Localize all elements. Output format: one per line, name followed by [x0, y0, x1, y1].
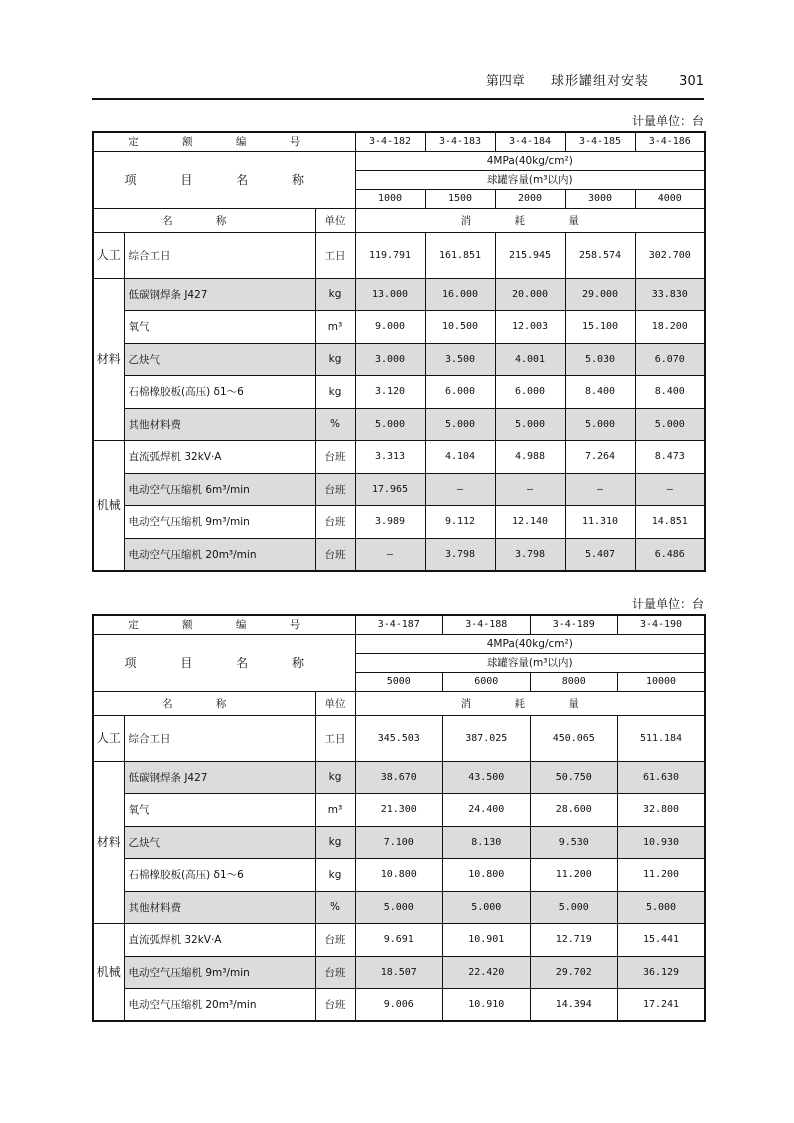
table-row	[93, 826, 705, 859]
consumption-header: 消 耗 量	[355, 691, 705, 715]
consumption-value: 15.100	[565, 311, 635, 344]
consumption-value: 14.851	[635, 506, 705, 539]
consumption-value: 32.800	[618, 794, 706, 827]
consumption-value: 3.000	[355, 343, 425, 376]
table-row	[93, 311, 705, 344]
consumption-value: 50.750	[530, 761, 618, 794]
consumption-value: 5.000	[355, 408, 425, 441]
consumption-value: —	[425, 473, 495, 506]
consumption-value: 4.001	[495, 343, 565, 376]
table-row	[93, 691, 705, 715]
consumption-value: 450.065	[530, 715, 618, 761]
pressure-spec: 4MPa(40kg/cm²)	[355, 634, 705, 653]
capacity-label: 球罐容量(m³以内)	[355, 170, 705, 189]
resource-unit: kg	[315, 826, 355, 859]
resource-unit: m³	[315, 311, 355, 344]
table-row	[93, 343, 705, 376]
table-row	[93, 232, 705, 278]
consumption-value: 11.200	[618, 859, 706, 892]
consumption-value: 7.100	[355, 826, 443, 859]
quota-no-label: 定 额 编 号	[93, 615, 355, 634]
capacity-value: 5000	[355, 672, 443, 691]
resource-unit: kg	[315, 761, 355, 794]
capacity-value: 4000	[635, 189, 705, 208]
consumption-value: 17.965	[355, 473, 425, 506]
consumption-value: 5.000	[443, 891, 531, 924]
consumption-value: 6.000	[495, 376, 565, 409]
resource-name: 直流弧焊机 32kV·A	[124, 924, 315, 957]
consumption-value: 258.574	[565, 232, 635, 278]
consumption-value: 302.700	[635, 232, 705, 278]
name-column-header: 名 称	[93, 691, 315, 715]
resource-unit: kg	[315, 376, 355, 409]
consumption-value: 10.930	[618, 826, 706, 859]
category-machine: 机械	[93, 441, 124, 571]
consumption-value: 4.104	[425, 441, 495, 474]
consumption-value: 215.945	[495, 232, 565, 278]
consumption-value: 3.313	[355, 441, 425, 474]
unit-column-header: 单位	[315, 691, 355, 715]
consumption-value: 6.070	[635, 343, 705, 376]
consumption-value: —	[565, 473, 635, 506]
item-name-label: 项 目 名 称	[93, 151, 355, 208]
table-row	[93, 634, 705, 653]
consumption-value: 36.129	[618, 956, 706, 989]
capacity-value: 10000	[618, 672, 706, 691]
table-row	[93, 859, 705, 892]
consumption-value: 10.500	[425, 311, 495, 344]
resource-name: 电动空气压缩机 20m³/min	[124, 989, 315, 1022]
resource-unit: 台班	[315, 924, 355, 957]
quota-table-2	[92, 614, 706, 1022]
consumption-value: 18.200	[635, 311, 705, 344]
table-row	[93, 473, 705, 506]
quota-code: 3-4-187	[355, 615, 443, 634]
table-row	[93, 715, 705, 761]
consumption-value: 17.241	[618, 989, 706, 1022]
consumption-value: 6.486	[635, 538, 705, 571]
resource-name: 氧气	[124, 311, 315, 344]
table-row	[93, 376, 705, 409]
capacity-value: 3000	[565, 189, 635, 208]
resource-unit: kg	[315, 343, 355, 376]
resource-name: 电动空气压缩机 20m³/min	[124, 538, 315, 571]
unit-note-2: 计量单位：台	[631, 597, 704, 611]
quota-code: 3-4-189	[530, 615, 618, 634]
category-labor: 人工	[93, 232, 124, 278]
capacity-value: 1000	[355, 189, 425, 208]
resource-unit: %	[315, 408, 355, 441]
consumption-value: 10.910	[443, 989, 531, 1022]
page-number: 301	[679, 74, 704, 89]
resource-unit: 台班	[315, 989, 355, 1022]
quota-no-label: 定 额 编 号	[93, 132, 355, 151]
resource-name: 综合工日	[124, 232, 315, 278]
capacity-value: 2000	[495, 189, 565, 208]
consumption-value: 24.400	[443, 794, 531, 827]
table-row	[93, 132, 705, 151]
capacity-label: 球罐容量(m³以内)	[355, 653, 705, 672]
resource-name: 石棉橡胶板(高压) δ1～6	[124, 859, 315, 892]
consumption-value: 61.630	[618, 761, 706, 794]
consumption-value: 29.702	[530, 956, 618, 989]
table-row	[93, 506, 705, 539]
table-row	[93, 924, 705, 957]
resource-unit: 工日	[315, 715, 355, 761]
resource-unit: 台班	[315, 441, 355, 474]
consumption-value: 5.000	[530, 891, 618, 924]
quota-code: 3-4-183	[425, 132, 495, 151]
consumption-value: 3.798	[495, 538, 565, 571]
resource-unit: 台班	[315, 506, 355, 539]
resource-name: 直流弧焊机 32kV·A	[124, 441, 315, 474]
consumption-value: 6.000	[425, 376, 495, 409]
consumption-value: 5.030	[565, 343, 635, 376]
resource-name: 乙炔气	[124, 343, 315, 376]
quota-code: 3-4-188	[443, 615, 531, 634]
consumption-value: 9.530	[530, 826, 618, 859]
resource-name: 电动空气压缩机 9m³/min	[124, 956, 315, 989]
consumption-value: 8.400	[565, 376, 635, 409]
table-row	[93, 891, 705, 924]
consumption-value: 22.420	[443, 956, 531, 989]
quota-code: 3-4-185	[565, 132, 635, 151]
category-labor: 人工	[93, 715, 124, 761]
consumption-value: 161.851	[425, 232, 495, 278]
consumption-value: 3.120	[355, 376, 425, 409]
capacity-value: 8000	[530, 672, 618, 691]
page-header	[92, 70, 704, 100]
consumption-value: 3.989	[355, 506, 425, 539]
resource-name: 低碳钢焊条 J427	[124, 761, 315, 794]
consumption-value: 9.112	[425, 506, 495, 539]
name-column-header: 名 称	[93, 208, 315, 232]
consumption-value: —	[495, 473, 565, 506]
unit-column-header: 单位	[315, 208, 355, 232]
resource-name: 乙炔气	[124, 826, 315, 859]
table-row	[93, 408, 705, 441]
table-row	[93, 208, 705, 232]
consumption-value: 511.184	[618, 715, 706, 761]
consumption-value: 7.264	[565, 441, 635, 474]
category-material: 材料	[93, 761, 124, 924]
consumption-value: —	[355, 538, 425, 571]
category-material: 材料	[93, 278, 124, 441]
consumption-value: 13.000	[355, 278, 425, 311]
table-row	[93, 151, 705, 170]
section-title: 球形罐组对安装	[551, 74, 650, 89]
consumption-value: 5.000	[565, 408, 635, 441]
table-row	[93, 615, 705, 634]
resource-unit: 台班	[315, 956, 355, 989]
consumption-value: —	[635, 473, 705, 506]
capacity-value: 1500	[425, 189, 495, 208]
table-row	[93, 441, 705, 474]
resource-unit: 台班	[315, 473, 355, 506]
table-row	[93, 794, 705, 827]
consumption-value: 20.000	[495, 278, 565, 311]
consumption-value: 5.000	[635, 408, 705, 441]
resource-name: 低碳钢焊条 J427	[124, 278, 315, 311]
consumption-value: 12.140	[495, 506, 565, 539]
quota-code: 3-4-186	[635, 132, 705, 151]
consumption-value: 43.500	[443, 761, 531, 794]
consumption-value: 16.000	[425, 278, 495, 311]
resource-name: 氧气	[124, 794, 315, 827]
quota-code: 3-4-190	[618, 615, 706, 634]
resource-name: 其他材料费	[124, 891, 315, 924]
resource-unit: m³	[315, 794, 355, 827]
table-row	[93, 761, 705, 794]
item-name-label: 项 目 名 称	[93, 634, 355, 691]
capacity-value: 6000	[443, 672, 531, 691]
consumption-value: 119.791	[355, 232, 425, 278]
consumption-value: 8.130	[443, 826, 531, 859]
consumption-value: 28.600	[530, 794, 618, 827]
consumption-value: 12.003	[495, 311, 565, 344]
consumption-header: 消 耗 量	[355, 208, 705, 232]
resource-name: 电动空气压缩机 6m³/min	[124, 473, 315, 506]
resource-unit: kg	[315, 278, 355, 311]
resource-unit: kg	[315, 859, 355, 892]
consumption-value: 3.500	[425, 343, 495, 376]
resource-unit: 台班	[315, 538, 355, 571]
consumption-value: 14.394	[530, 989, 618, 1022]
resource-name: 其他材料费	[124, 408, 315, 441]
consumption-value: 11.200	[530, 859, 618, 892]
resource-name: 石棉橡胶板(高压) δ1～6	[124, 376, 315, 409]
consumption-value: 9.006	[355, 989, 443, 1022]
consumption-value: 11.310	[565, 506, 635, 539]
unit-note-1: 计量单位：台	[631, 114, 704, 128]
quota-code: 3-4-184	[495, 132, 565, 151]
chapter-label: 第四章	[485, 74, 525, 89]
consumption-value: 29.000	[565, 278, 635, 311]
consumption-value: 5.000	[618, 891, 706, 924]
resource-name: 电动空气压缩机 9m³/min	[124, 506, 315, 539]
table-row	[93, 538, 705, 571]
consumption-value: 12.719	[530, 924, 618, 957]
consumption-value: 15.441	[618, 924, 706, 957]
consumption-value: 10.901	[443, 924, 531, 957]
consumption-value: 4.988	[495, 441, 565, 474]
consumption-value: 5.000	[355, 891, 443, 924]
table-row	[93, 989, 705, 1022]
consumption-value: 21.300	[355, 794, 443, 827]
table-row	[93, 278, 705, 311]
consumption-value: 10.800	[355, 859, 443, 892]
consumption-value: 3.798	[425, 538, 495, 571]
consumption-value: 387.025	[443, 715, 531, 761]
table-row	[93, 956, 705, 989]
consumption-value: 18.507	[355, 956, 443, 989]
consumption-value: 5.000	[495, 408, 565, 441]
consumption-value: 345.503	[355, 715, 443, 761]
consumption-value: 5.000	[425, 408, 495, 441]
consumption-value: 9.000	[355, 311, 425, 344]
quota-code: 3-4-182	[355, 132, 425, 151]
consumption-value: 5.407	[565, 538, 635, 571]
consumption-value: 33.830	[635, 278, 705, 311]
consumption-value: 8.473	[635, 441, 705, 474]
resource-unit: 工日	[315, 232, 355, 278]
quota-table-1	[92, 131, 706, 572]
pressure-spec: 4MPa(40kg/cm²)	[355, 151, 705, 170]
resource-unit: %	[315, 891, 355, 924]
consumption-value: 10.800	[443, 859, 531, 892]
consumption-value: 9.691	[355, 924, 443, 957]
consumption-value: 8.400	[635, 376, 705, 409]
consumption-value: 38.670	[355, 761, 443, 794]
category-machine: 机械	[93, 924, 124, 1022]
resource-name: 综合工日	[124, 715, 315, 761]
